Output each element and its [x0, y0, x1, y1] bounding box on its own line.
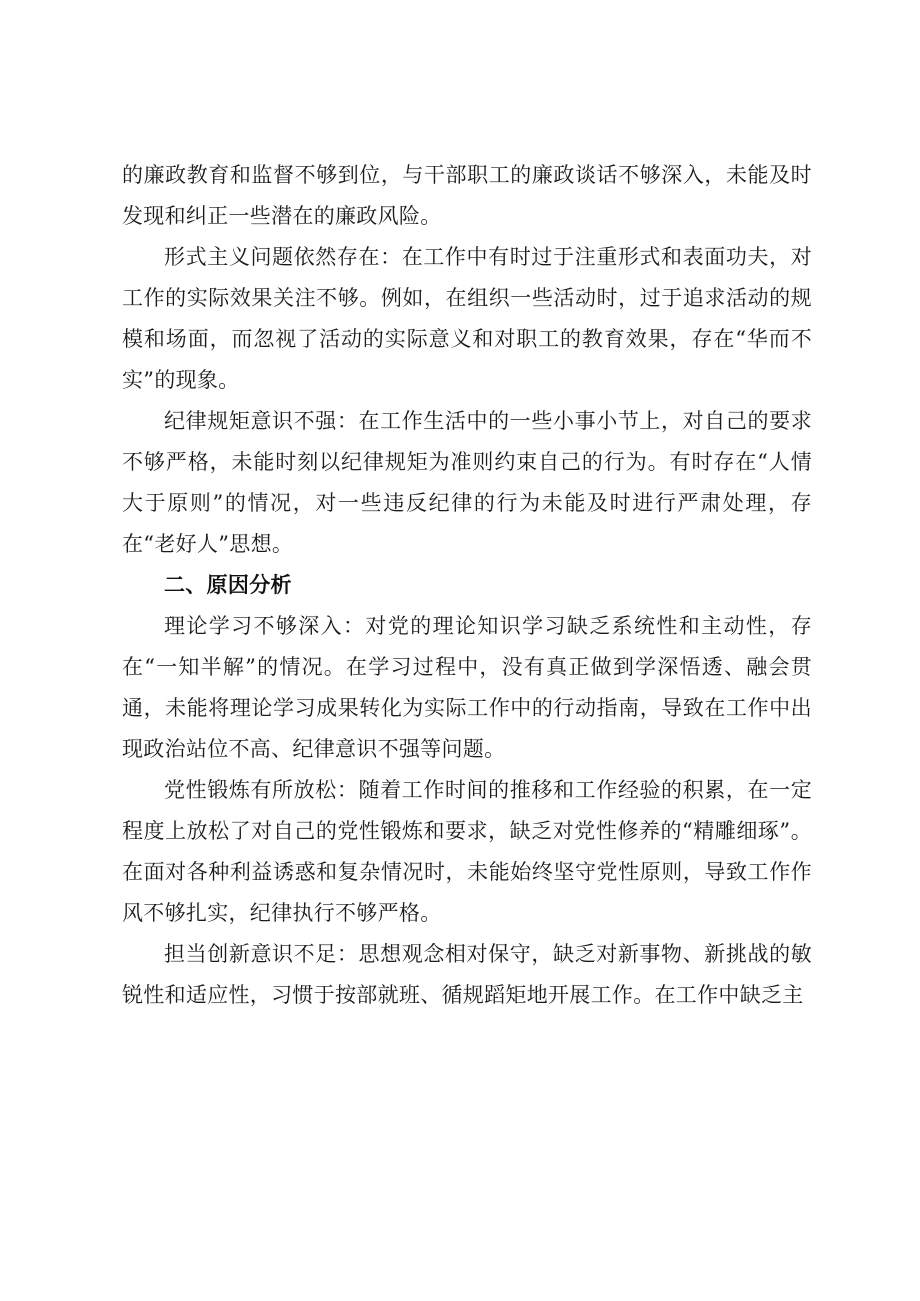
paragraph-discipline: 纪律规矩意识不强：在工作生活中的一些小事小节上，对自己的要求不够严格，未能时刻以纪律规矩为准则约束自己的行为。有时存在“人情大于原则”的情况，对一些违反纪律的行为未能及时进行严肃处理，存在“老好人”思想。 [122, 409, 812, 556]
paragraph-innovation: 担当创新意识不足：思想观念相对保守，缺乏对新事物、新挑战的敏锐性和适应性，习惯于按部就班、循规蹈矩地开展工作。在工作中缺乏主 [122, 942, 812, 1007]
paragraph-continued: 的廉政教育和监督不够到位，与干部职工的廉政谈话不够深入，未能及时发现和纠正一些潜在的廉政风险。 [122, 163, 812, 228]
paragraph-party-spirit: 党性锻炼有所放松：随着工作时间的推移和工作经验的积累，在一定程度上放松了对自己的党性锻炼和要求，缺乏对党性修养的“精雕细琢”。在面对各种利益诱惑和复杂情况时，未能始终坚守党性原则，导致工作作风不够扎实，纪律执行不够严格。 [122, 778, 812, 925]
paragraph-formalism: 形式主义问题依然存在：在工作中有时过于注重形式和表面功夫，对工作的实际效果关注不够。例如，在组织一些活动时，过于追求活动的规模和场面，而忽视了活动的实际意义和对职工的教育效果，存在“华而不实”的现象。 [122, 245, 812, 392]
document-body [122, 155, 812, 1016]
paragraph-theory-study: 理论学习不够深入：对党的理论知识学习缺乏系统性和主动性，存在“一知半解”的情况。在学习过程中，没有真正做到学深悟透、融会贯通，未能将理论学习成果转化为实际工作中的行动指南，导致在工作中出现政治站位不高、纪律意识不强等问题。 [122, 614, 812, 761]
section-heading: 二、原因分析 [164, 573, 292, 597]
